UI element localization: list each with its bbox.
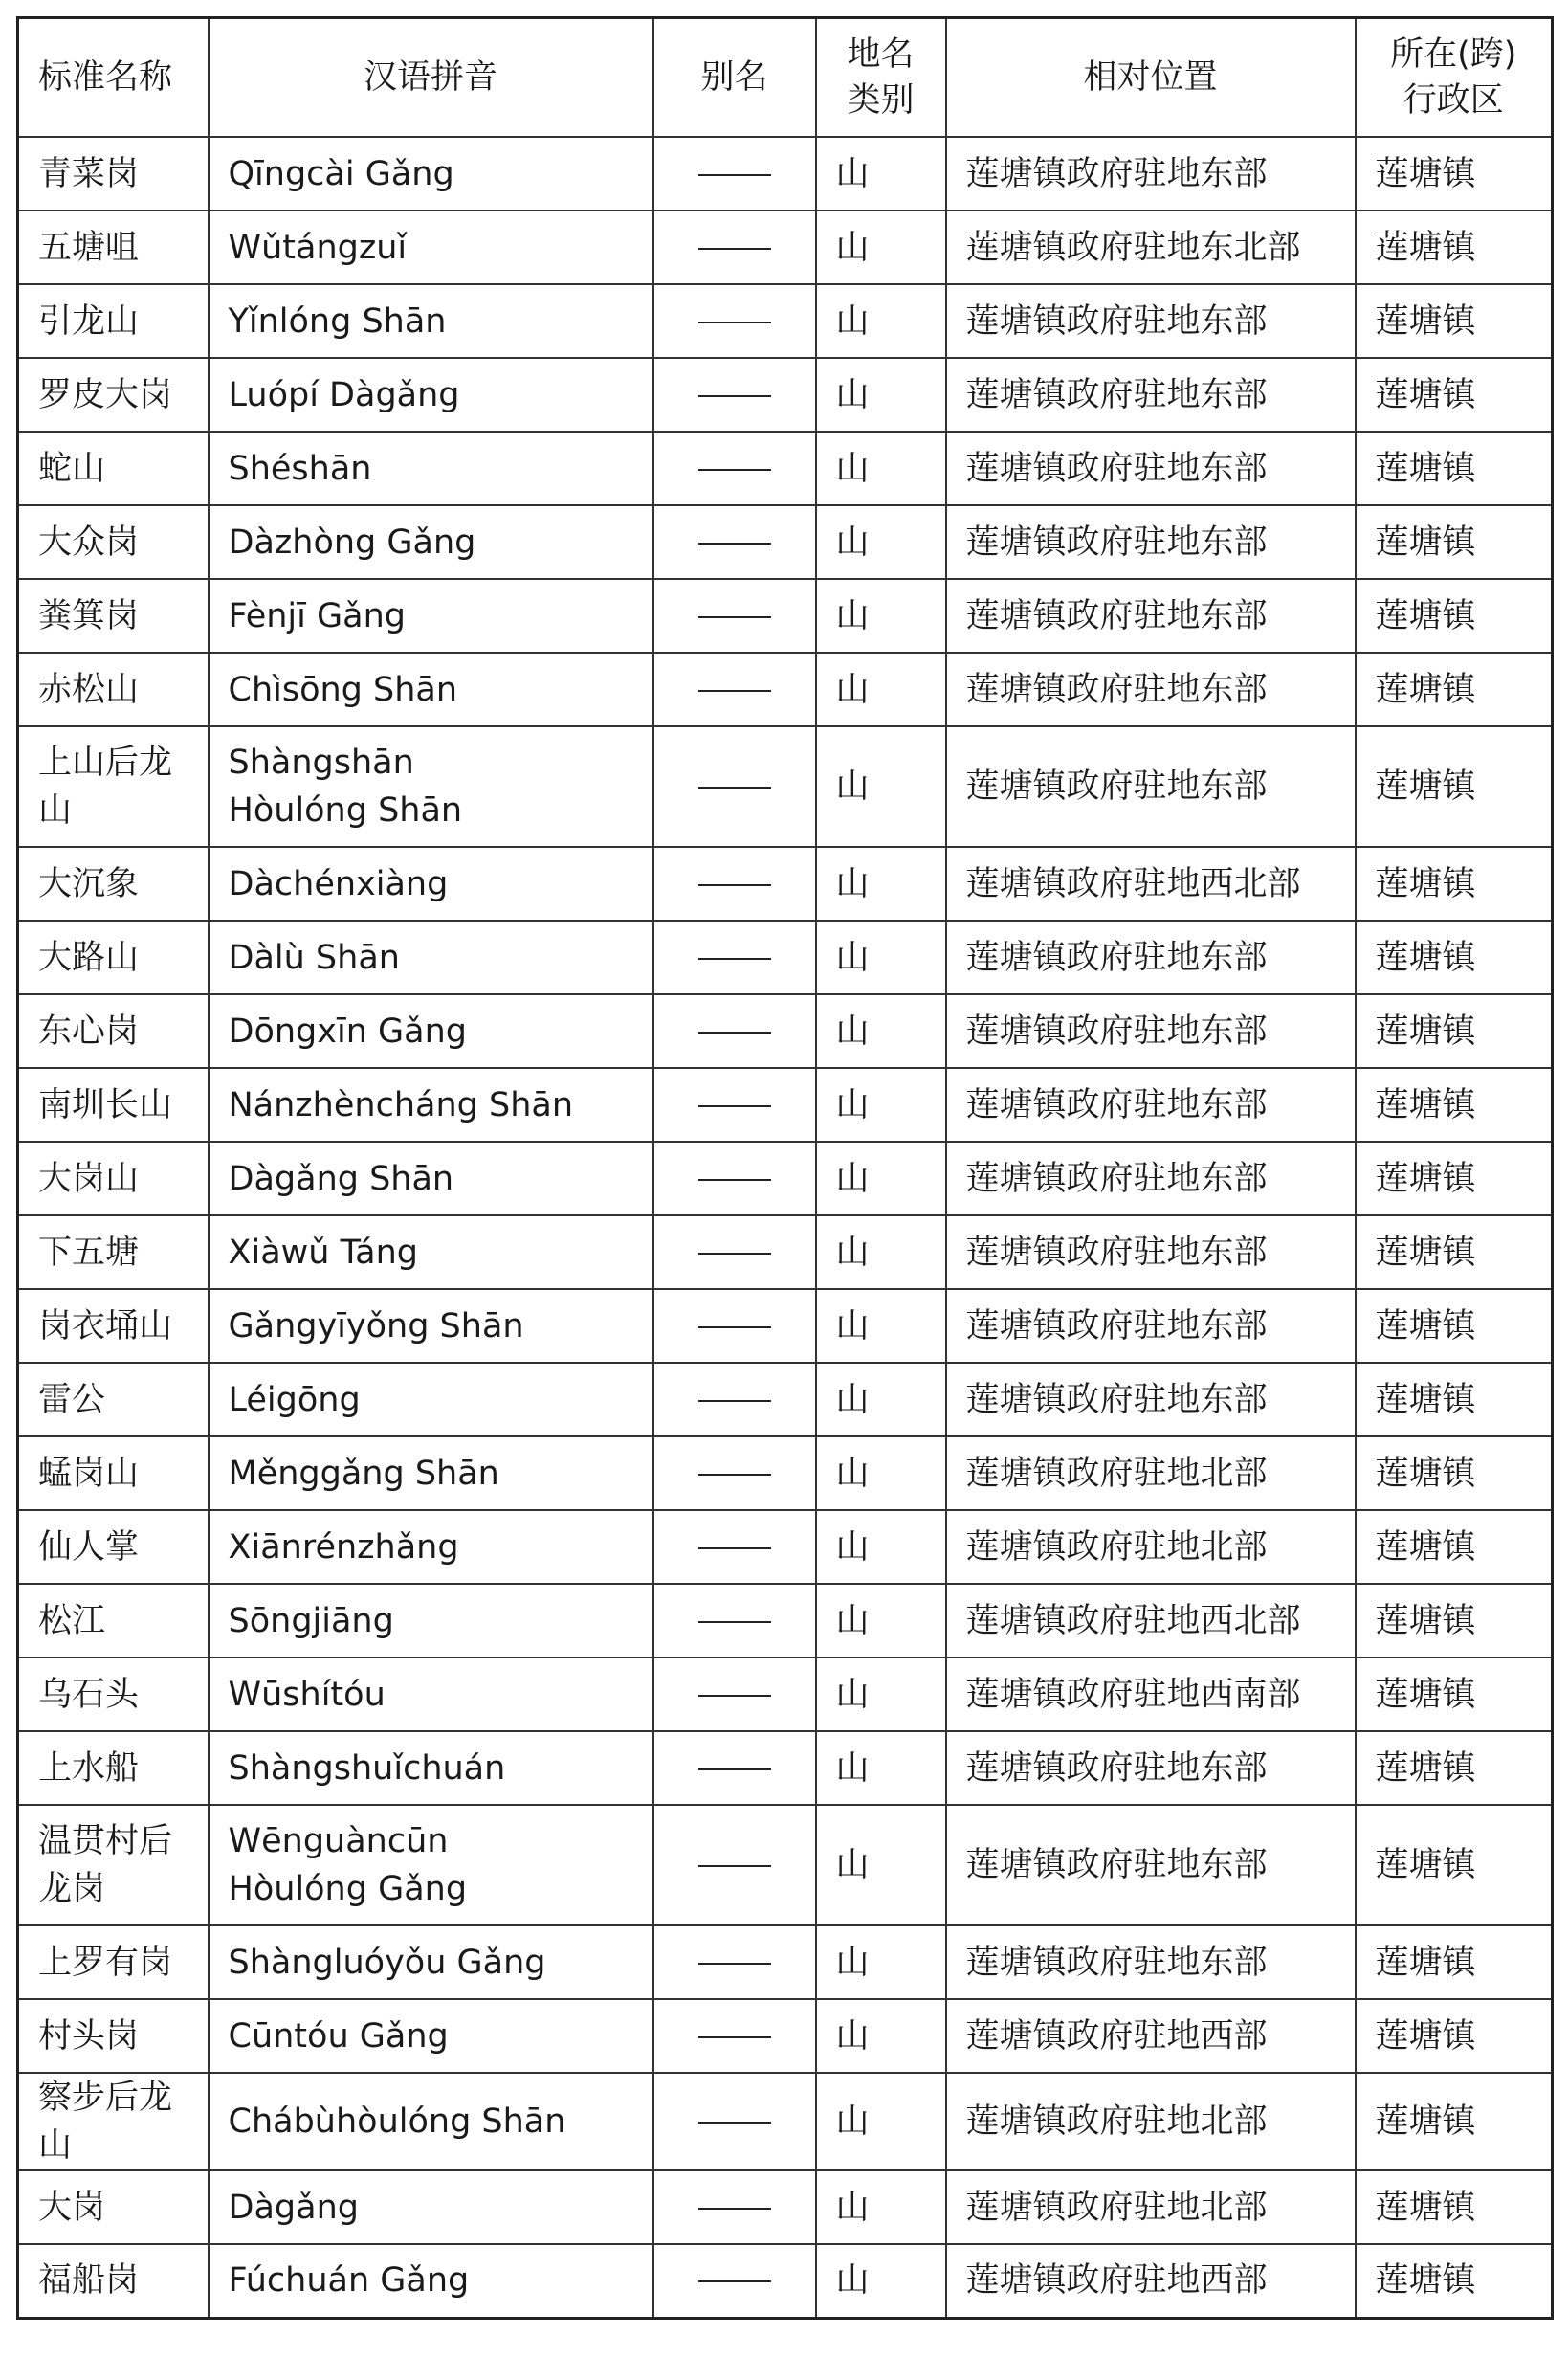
cell-alias [653,358,816,432]
alias-none-dash [698,395,771,397]
cell-category: 山 [816,1142,946,1215]
alias-none-dash [698,2280,771,2282]
cell-category: 山 [816,653,946,726]
table-row [18,1731,1553,1805]
cell-location: 莲塘镇政府驻地东部 [946,358,1356,432]
cell-standard-name: 蜢岗山 [18,1436,209,1510]
cell-standard-name: 察步后龙山 [18,2073,209,2170]
cell-pinyin [209,1999,653,2073]
cell-alias [653,1584,816,1657]
cell-pinyin [209,1363,653,1436]
cell-category: 山 [816,1068,946,1142]
cell-location: 莲塘镇政府驻地东部 [946,1289,1356,1363]
cell-region: 莲塘镇 [1356,1142,1553,1215]
cell-region: 莲塘镇 [1356,1999,1553,2073]
cell-location: 莲塘镇政府驻地北部 [946,1436,1356,1510]
table-header [18,18,1553,138]
pinyin-line: Wǔtángzuǐ [228,228,408,267]
pinyin-line: Fènjī Gǎng [228,596,406,635]
cell-standard-name: 温贯村后龙岗 [18,1805,209,1925]
cell-pinyin [209,579,653,653]
table-row [18,284,1553,358]
table-row [18,1584,1553,1657]
table-row [18,653,1553,726]
cell-pinyin [209,1142,653,1215]
alias-none-dash [698,174,771,176]
cell-location: 莲塘镇政府驻地东部 [946,653,1356,726]
cell-alias [653,921,816,994]
pinyin-line: Hòulóng Gǎng [228,1870,468,1908]
cell-location: 莲塘镇政府驻地西部 [946,1999,1356,2073]
cell-alias [653,726,816,847]
cell-region: 莲塘镇 [1356,1510,1553,1584]
cell-alias [653,994,816,1068]
alias-none-dash [698,2036,771,2038]
pinyin-line: Xiàwǔ Táng [228,1233,419,1272]
pinyin-line: Dàchénxiàng [228,864,449,903]
cell-pinyin [209,994,653,1068]
cell-pinyin [209,921,653,994]
cell-category: 山 [816,2073,946,2170]
cell-alias [653,1805,816,1925]
cell-category: 山 [816,726,946,847]
header-category [816,18,946,138]
cell-alias [653,1657,816,1731]
cell-category: 山 [816,1510,946,1584]
cell-location: 莲塘镇政府驻地东部 [946,1215,1356,1289]
cell-standard-name: 五塘咀 [18,211,209,284]
cell-location: 莲塘镇政府驻地西北部 [946,847,1356,921]
cell-pinyin [209,211,653,284]
pinyin-line: Sōngjiāng [228,1601,394,1640]
alias-none-dash [698,958,771,960]
cell-standard-name: 南圳长山 [18,1068,209,1142]
table-row [18,2244,1553,2318]
cell-location: 莲塘镇政府驻地东部 [946,1731,1356,1805]
table-row [18,579,1553,653]
table-row [18,1510,1553,1584]
alias-none-dash [698,1474,771,1476]
pinyin-line: Léigōng [228,1380,361,1419]
cell-region: 莲塘镇 [1356,1436,1553,1510]
cell-region: 莲塘镇 [1356,579,1553,653]
pinyin-line: Wūshítóu [228,1675,386,1714]
cell-pinyin [209,1436,653,1510]
pinyin-line: Cūntóu Gǎng [228,2016,449,2056]
cell-location: 莲塘镇政府驻地东部 [946,921,1356,994]
table-row [18,137,1553,211]
cell-category: 山 [816,137,946,211]
header-category-line-1: 地名 [847,35,915,74]
cell-location: 莲塘镇政府驻地北部 [946,1510,1356,1584]
cell-alias [653,1363,816,1436]
cell-category: 山 [816,1999,946,2073]
cell-region: 莲塘镇 [1356,358,1553,432]
alias-none-dash [698,616,771,618]
cell-location: 莲塘镇政府驻地东部 [946,505,1356,579]
cell-region: 莲塘镇 [1356,1215,1553,1289]
cell-alias [653,211,816,284]
cell-category: 山 [816,1657,946,1731]
pinyin-line: Dàgǎng [228,2188,359,2227]
cell-location: 莲塘镇政府驻地东部 [946,284,1356,358]
table-row [18,1805,1553,1925]
cell-standard-name: 粪箕岗 [18,579,209,653]
pinyin-line: Gǎngyīyǒng Shān [228,1306,524,1346]
cell-standard-name: 松江 [18,1584,209,1657]
table-body [18,137,1553,2318]
cell-region: 莲塘镇 [1356,1731,1553,1805]
cell-standard-name: 青菜岗 [18,137,209,211]
cell-location: 莲塘镇政府驻地西北部 [946,1584,1356,1657]
cell-standard-name: 乌石头 [18,1657,209,1731]
cell-category: 山 [816,1436,946,1510]
table-row [18,505,1553,579]
table-row [18,1289,1553,1363]
cell-region: 莲塘镇 [1356,2170,1553,2244]
cell-alias [653,2170,816,2244]
cell-location: 莲塘镇政府驻地东部 [946,1363,1356,1436]
cell-region: 莲塘镇 [1356,2073,1553,2170]
header-alias: 别名 [653,18,816,138]
pinyin-line: Nánzhèncháng Shān [228,1085,574,1124]
alias-none-dash [698,2122,771,2124]
pinyin-line: Dàlù Shān [228,938,400,977]
cell-alias [653,1925,816,1999]
cell-location: 莲塘镇政府驻地东部 [946,137,1356,211]
cell-alias [653,847,816,921]
cell-standard-name: 雷公 [18,1363,209,1436]
cell-standard-name: 蛇山 [18,432,209,505]
header-region-line-2: 行政区 [1402,81,1504,120]
cell-pinyin [209,1731,653,1805]
pinyin-line: Dàzhòng Gǎng [228,523,476,562]
alias-none-dash [698,884,771,886]
alias-none-dash [698,543,771,545]
alias-none-dash [698,1695,771,1697]
cell-pinyin [209,1289,653,1363]
cell-region: 莲塘镇 [1356,921,1553,994]
cell-location: 莲塘镇政府驻地东部 [946,1805,1356,1925]
cell-category: 山 [816,1363,946,1436]
cell-pinyin [209,847,653,921]
cell-alias [653,653,816,726]
alias-none-dash [698,1326,771,1328]
pinyin-line: Dōngxīn Gǎng [228,1012,467,1051]
alias-none-dash [698,690,771,692]
alias-none-dash [698,1105,771,1107]
cell-location: 莲塘镇政府驻地东北部 [946,211,1356,284]
cell-pinyin [209,1925,653,1999]
table-row [18,726,1553,847]
page [16,16,1551,2320]
cell-pinyin [209,432,653,505]
cell-standard-name: 大岗山 [18,1142,209,1215]
cell-region: 莲塘镇 [1356,1584,1553,1657]
cell-region: 莲塘镇 [1356,2244,1553,2318]
alias-none-dash [698,1032,771,1034]
cell-category: 山 [816,1805,946,1925]
cell-pinyin [209,2170,653,2244]
cell-alias [653,1999,816,2073]
cell-pinyin [209,2244,653,2318]
cell-pinyin [209,1805,653,1925]
cell-category: 山 [816,1215,946,1289]
cell-pinyin [209,1584,653,1657]
pinyin-line: Luópí Dàgǎng [228,375,460,414]
cell-pinyin [209,505,653,579]
header-standard-name: 标准名称 [18,18,209,138]
cell-region: 莲塘镇 [1356,432,1553,505]
cell-location: 莲塘镇政府驻地东部 [946,1925,1356,1999]
cell-standard-name: 罗皮大岗 [18,358,209,432]
cell-standard-name: 上山后龙山 [18,726,209,847]
cell-category: 山 [816,2244,946,2318]
cell-standard-name: 村头岗 [18,1999,209,2073]
cell-category: 山 [816,505,946,579]
cell-standard-name: 引龙山 [18,284,209,358]
cell-standard-name: 大沉象 [18,847,209,921]
cell-alias [653,505,816,579]
header-region [1356,18,1553,138]
cell-region: 莲塘镇 [1356,1805,1553,1925]
table-row [18,432,1553,505]
cell-pinyin [209,137,653,211]
cell-location: 莲塘镇政府驻地东部 [946,994,1356,1068]
cell-standard-name: 下五塘 [18,1215,209,1289]
cell-category: 山 [816,1289,946,1363]
cell-region: 莲塘镇 [1356,211,1553,284]
table-row [18,847,1553,921]
cell-region: 莲塘镇 [1356,726,1553,847]
cell-alias [653,1436,816,1510]
cell-alias [653,2244,816,2318]
cell-standard-name: 仙人掌 [18,1510,209,1584]
cell-alias [653,579,816,653]
table-row [18,211,1553,284]
cell-location: 莲塘镇政府驻地东部 [946,1142,1356,1215]
cell-alias [653,1731,816,1805]
header-category-line-2: 类别 [847,81,915,120]
cell-category: 山 [816,579,946,653]
header-region-line-1: 所在(跨) [1390,35,1517,74]
cell-region: 莲塘镇 [1356,994,1553,1068]
cell-location: 莲塘镇政府驻地东部 [946,1068,1356,1142]
alias-none-dash [698,1963,771,1965]
pinyin-line: Qīngcài Gǎng [228,154,454,193]
cell-alias [653,432,816,505]
cell-region: 莲塘镇 [1356,284,1553,358]
alias-none-dash [698,469,771,471]
table-row [18,1142,1553,1215]
cell-region: 莲塘镇 [1356,1068,1553,1142]
alias-none-dash [698,1768,771,1770]
table-row [18,358,1553,432]
header-pinyin: 汉语拼音 [209,18,653,138]
cell-category: 山 [816,847,946,921]
cell-pinyin [209,2073,653,2170]
header-location: 相对位置 [946,18,1356,138]
cell-location: 莲塘镇政府驻地北部 [946,2073,1356,2170]
cell-standard-name: 上水船 [18,1731,209,1805]
header-row [18,18,1553,138]
table-row [18,1925,1553,1999]
alias-none-dash [698,1253,771,1255]
cell-region: 莲塘镇 [1356,847,1553,921]
cell-location: 莲塘镇政府驻地西南部 [946,1657,1356,1731]
alias-none-dash [698,1400,771,1402]
pinyin-line: Dàgǎng Shān [228,1159,454,1198]
cell-region: 莲塘镇 [1356,1363,1553,1436]
table-row [18,2073,1553,2170]
table-row [18,2170,1553,2244]
cell-location: 莲塘镇政府驻地北部 [946,2170,1356,2244]
cell-location: 莲塘镇政府驻地西部 [946,2244,1356,2318]
cell-standard-name: 大路山 [18,921,209,994]
cell-category: 山 [816,432,946,505]
alias-none-dash [698,1621,771,1623]
cell-pinyin [209,726,653,847]
alias-none-dash [698,248,771,250]
cell-alias [653,1068,816,1142]
table-row [18,1068,1553,1142]
alias-none-dash [698,1547,771,1549]
cell-standard-name: 赤松山 [18,653,209,726]
cell-location: 莲塘镇政府驻地东部 [946,726,1356,847]
cell-location: 莲塘镇政府驻地东部 [946,432,1356,505]
cell-region: 莲塘镇 [1356,1657,1553,1731]
cell-standard-name: 大众岗 [18,505,209,579]
alias-none-dash [698,322,771,323]
cell-category: 山 [816,358,946,432]
cell-region: 莲塘镇 [1356,653,1553,726]
cell-region: 莲塘镇 [1356,1925,1553,1999]
cell-alias [653,1510,816,1584]
alias-none-dash [698,1179,771,1181]
cell-alias [653,1289,816,1363]
cell-category: 山 [816,2170,946,2244]
pinyin-line: Shàngshuǐchuán [228,1748,506,1788]
pinyin-line: Shàngshān [228,744,414,782]
cell-category: 山 [816,211,946,284]
cell-pinyin [209,284,653,358]
pinyin-line: Měnggǎng Shān [228,1454,499,1493]
cell-category: 山 [816,284,946,358]
cell-alias [653,137,816,211]
cell-standard-name: 岗衣埇山 [18,1289,209,1363]
cell-category: 山 [816,994,946,1068]
place-name-table [16,16,1554,2320]
cell-pinyin [209,1068,653,1142]
pinyin-line: Wēnguàncūn [228,1822,449,1860]
pinyin-line: Chábùhòulóng Shān [228,2102,566,2141]
pinyin-line: Shéshān [228,449,372,488]
cell-category: 山 [816,1925,946,1999]
cell-alias [653,2073,816,2170]
table-row [18,1363,1553,1436]
cell-alias [653,1142,816,1215]
table-row [18,994,1553,1068]
pinyin-line: Chìsōng Shān [228,670,458,709]
table-row [18,1999,1553,2073]
cell-category: 山 [816,1731,946,1805]
cell-pinyin [209,1657,653,1731]
pinyin-line: Yǐnlóng Shān [228,301,447,341]
cell-standard-name: 福船岗 [18,2244,209,2318]
cell-region: 莲塘镇 [1356,137,1553,211]
cell-region: 莲塘镇 [1356,505,1553,579]
cell-pinyin [209,653,653,726]
table-row [18,1215,1553,1289]
cell-pinyin [209,1510,653,1584]
pinyin-line: Shàngluóyǒu Gǎng [228,1943,546,1982]
cell-category: 山 [816,921,946,994]
table-row [18,1657,1553,1731]
cell-alias [653,284,816,358]
pinyin-line: Fúchuán Gǎng [228,2261,470,2301]
cell-alias [653,1215,816,1289]
cell-region: 莲塘镇 [1356,1289,1553,1363]
alias-none-dash [698,2208,771,2210]
cell-pinyin [209,1215,653,1289]
cell-standard-name: 东心岗 [18,994,209,1068]
table-row [18,921,1553,994]
cell-pinyin [209,358,653,432]
pinyin-line: Xiānrénzhǎng [228,1527,459,1567]
table-row [18,1436,1553,1510]
alias-none-dash [698,1865,771,1867]
cell-standard-name: 大岗 [18,2170,209,2244]
cell-location: 莲塘镇政府驻地东部 [946,579,1356,653]
alias-none-dash [698,787,771,789]
cell-category: 山 [816,1584,946,1657]
cell-standard-name: 上罗有岗 [18,1925,209,1999]
pinyin-line: Hòulóng Shān [228,791,463,830]
